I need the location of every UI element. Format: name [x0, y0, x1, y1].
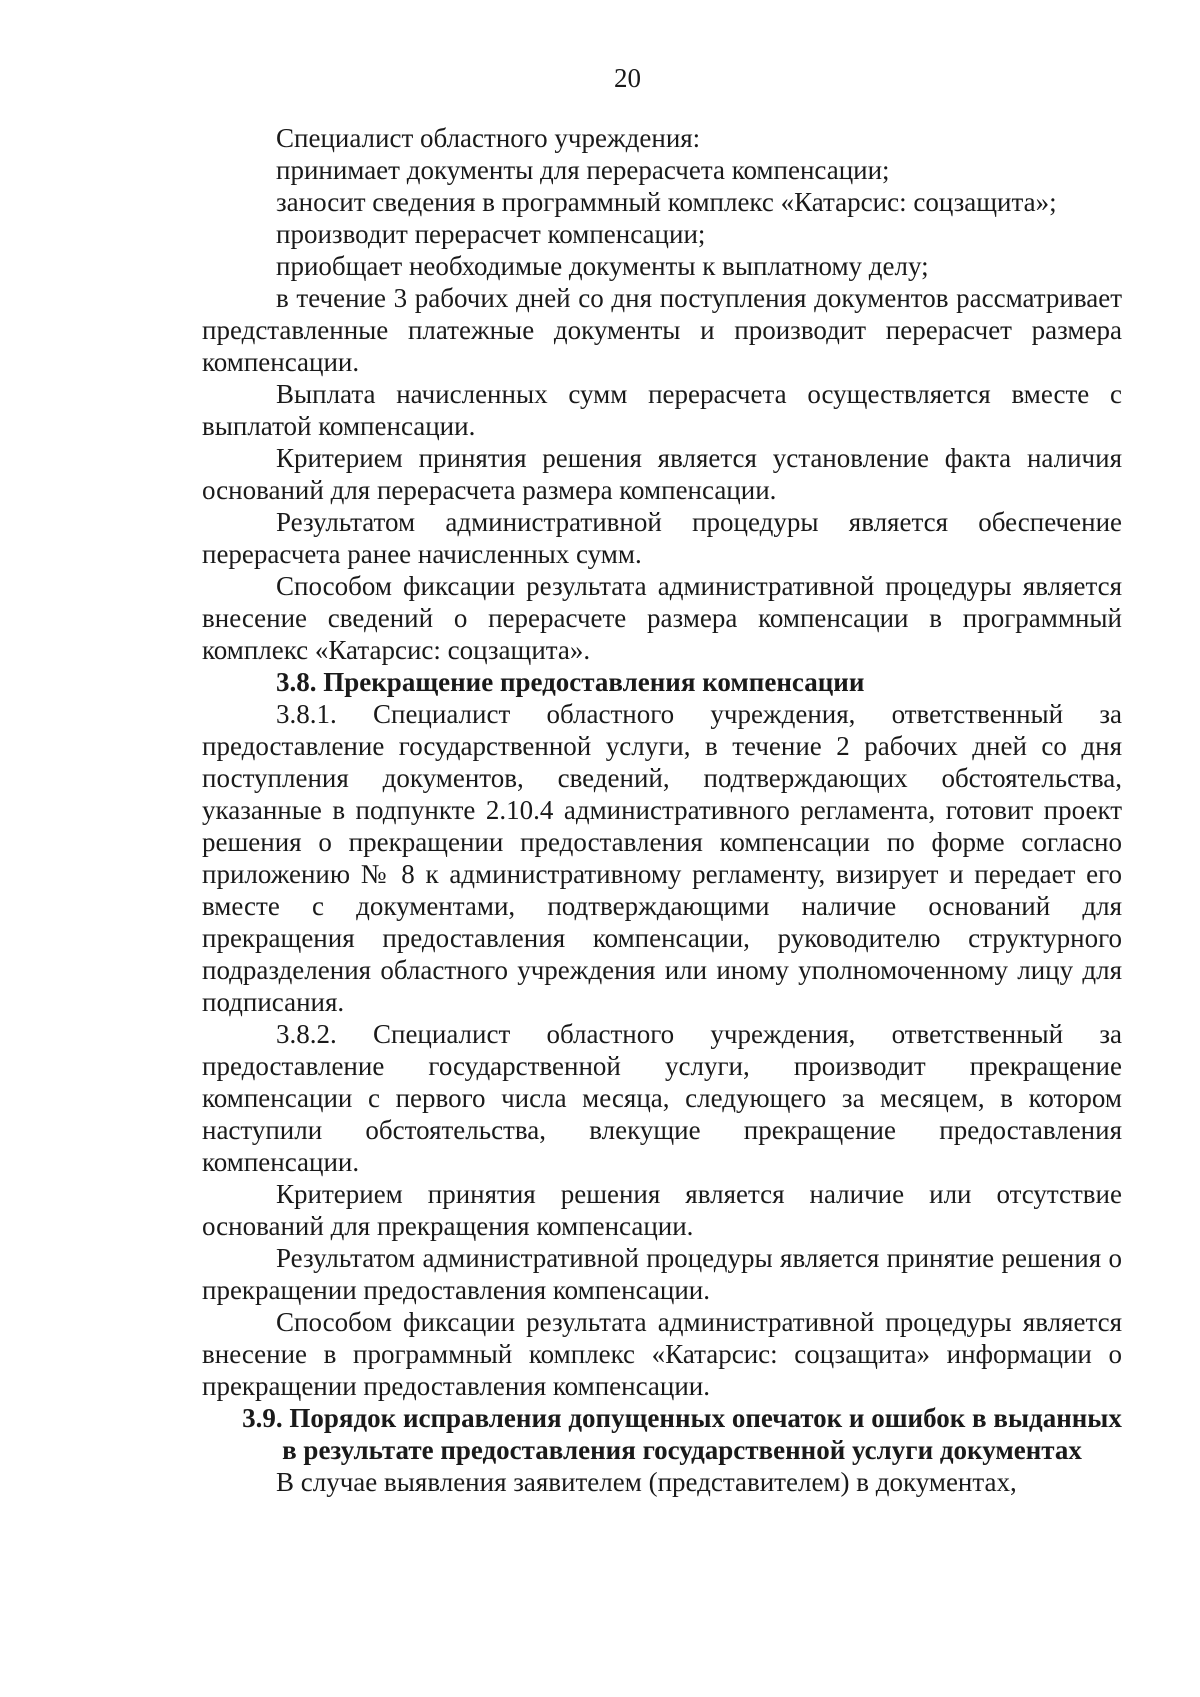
paragraph-fixation-termination: Способом фиксации результата административной процедуры является внесение в программный комплекс «Катарсис: соцзащита» информации о прекращении предоставления компенсации. — [202, 1307, 1122, 1401]
list-item-reviews-documents: в течение 3 рабочих дней со дня поступления документов рассматривает представленные платежные документы и производит перерасчет размера компенсации. — [202, 283, 1122, 377]
paragraph-result: Результатом административной процедуры является обеспечение перерасчета ранее начисленных сумм. — [202, 507, 1122, 569]
paragraph-criterion-termination: Критерием принятия решения является наличие или отсутствие оснований для прекращения компенсации. — [202, 1179, 1122, 1241]
section-heading-3-8: 3.8. Прекращение предоставления компенсации — [276, 667, 865, 697]
section-heading-3-9: 3.9. Порядок исправления допущенных опечаток и ошибок в выданных в результате предоставления государственной услуги документах — [242, 1403, 1122, 1465]
paragraph-criterion: Критерием принятия решения является установление факта наличия оснований для перерасчета размера компенсации. — [202, 443, 1122, 505]
page-number: 20 — [614, 63, 641, 93]
paragraph-payment: Выплата начисленных сумм перерасчета осуществляется вместе с выплатой компенсации. — [202, 379, 1122, 441]
list-item-recalculates: производит перерасчет компенсации; — [276, 219, 706, 249]
paragraph-errors-start: В случае выявления заявителем (представителем) в документах, — [276, 1467, 1017, 1497]
paragraph-intro: Специалист областного учреждения: — [276, 123, 701, 153]
paragraph-fixation-method: Способом фиксации результата административной процедуры является внесение сведений о перерасчете размера компенсации в программный комплекс «Катарсис: соцзащита». — [202, 571, 1122, 665]
list-item-accepts-documents: принимает документы для перерасчета компенсации; — [276, 155, 890, 185]
list-item-enters-data: заносит сведения в программный комплекс «Катарсис: соцзащита»; — [276, 187, 1057, 217]
document-body — [202, 122, 1122, 1498]
list-item-attaches-documents: приобщает необходимые документы к выплатному делу; — [276, 251, 929, 281]
paragraph-3-8-1: 3.8.1. Специалист областного учреждения, ответственный за предоставление государственной услуги, в течение 2 рабочих дней со дня поступления документов, сведений, подтверждающих обстоятельства, указанные в подпункте 2.10.4 административного регламента, готовит проект решения о прекращении предоставления компенсации по форме согласно приложению № 8 к административному регламенту, визирует и передает его вместе с документами, подтверждающими наличие оснований для прекращения предоставления компенсации, руководителю структурного подразделения областного учреждения или иному уполномоченному лицу для подписания. — [202, 699, 1122, 1017]
paragraph-result-termination: Результатом административной процедуры является принятие решения о прекращении предоставления компенсации. — [202, 1243, 1122, 1305]
paragraph-3-8-2: 3.8.2. Специалист областного учреждения, ответственный за предоставление государственной услуги, производит прекращение компенсации с первого числа месяца, следующего за месяцем, в котором наступили обстоятельства, влекущие прекращение предоставления компенсации. — [202, 1019, 1122, 1177]
